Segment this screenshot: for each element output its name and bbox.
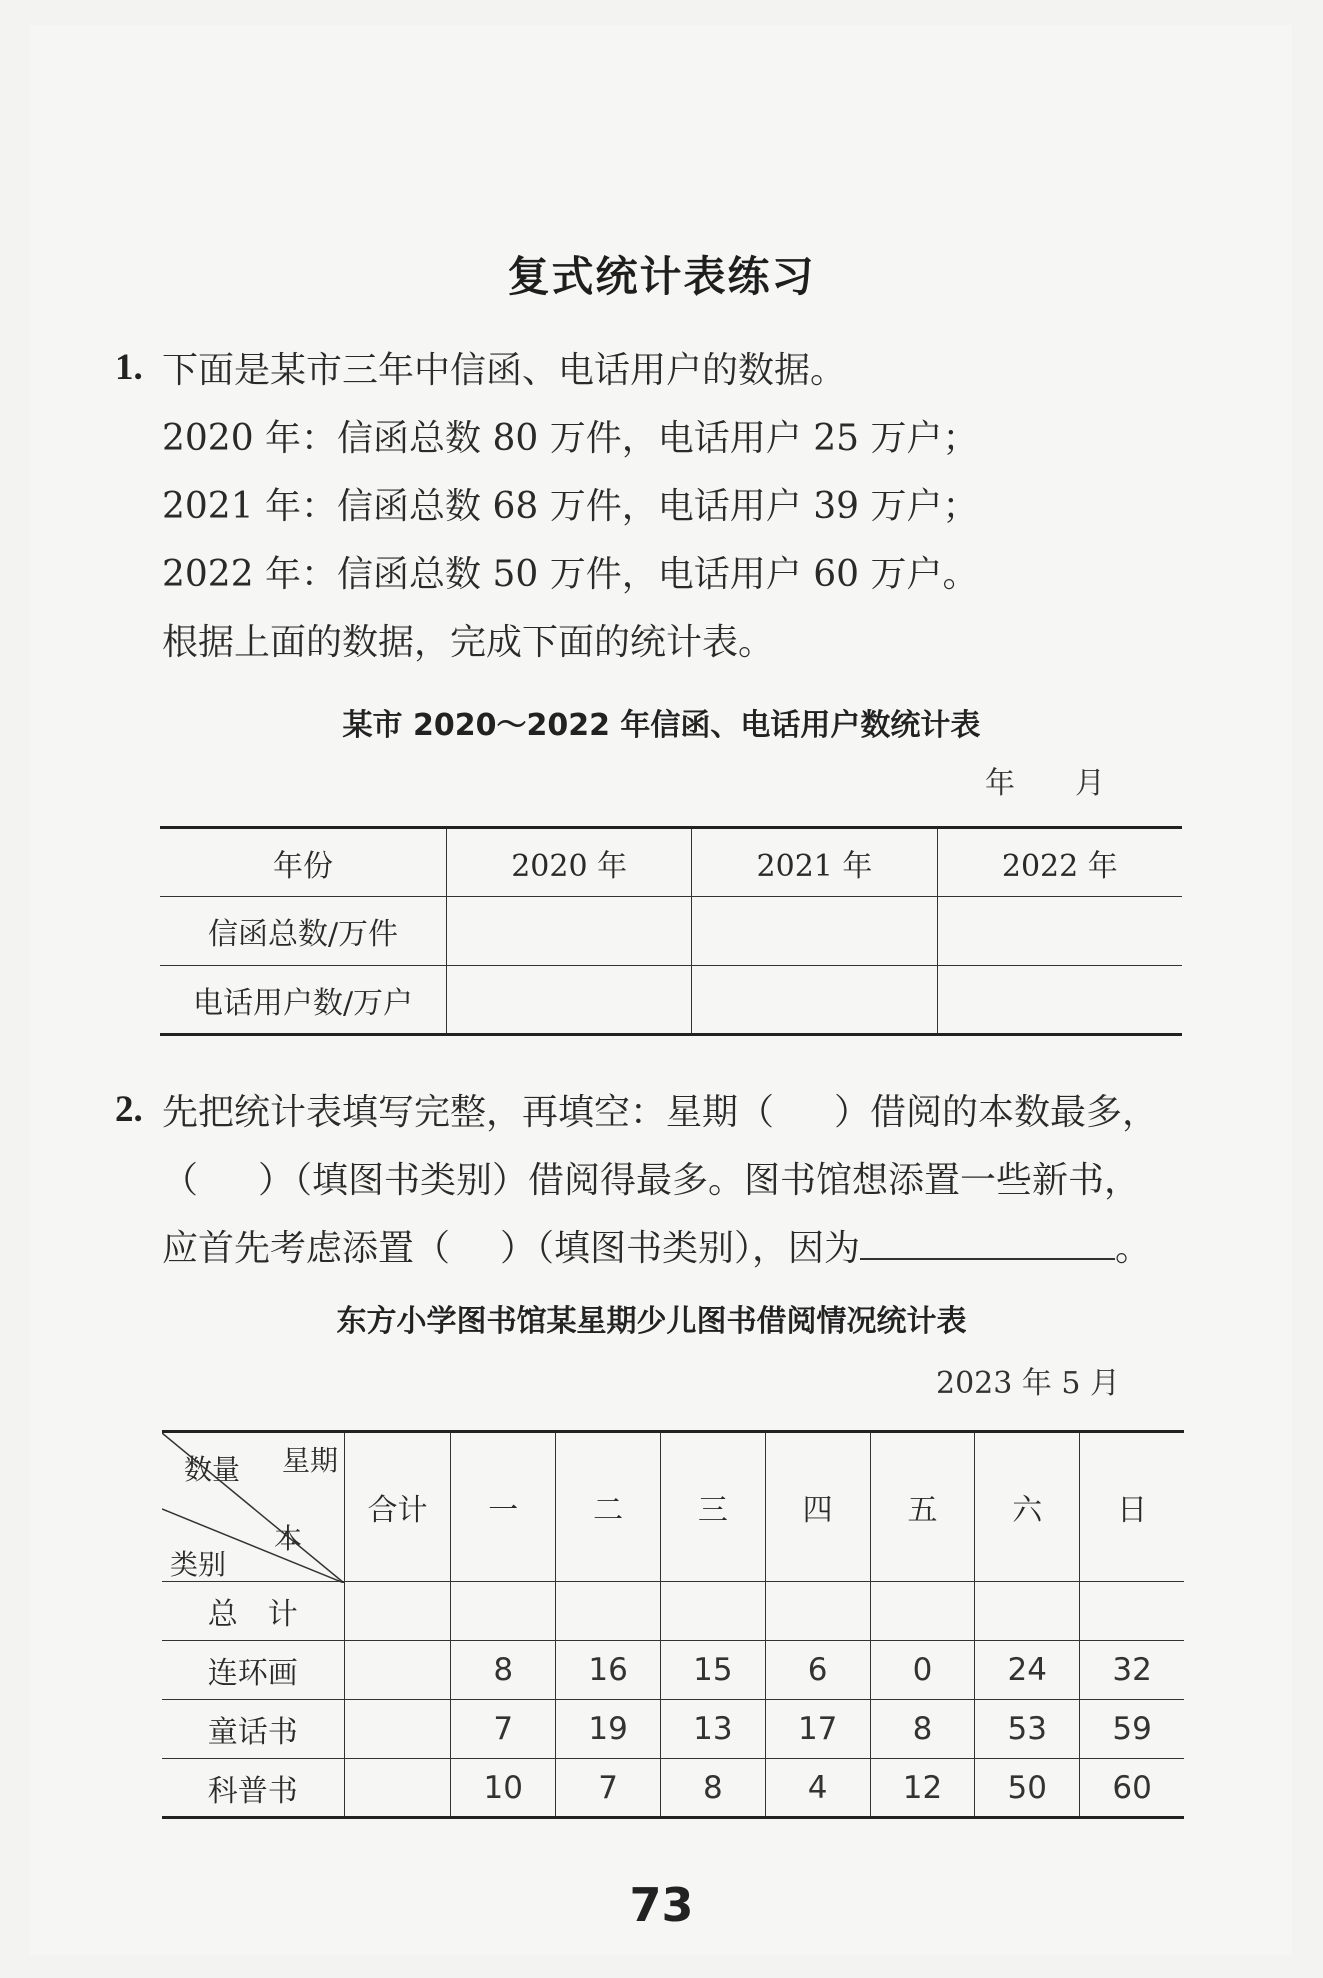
table-2-fill-cell[interactable] (975, 1582, 1080, 1641)
table-2-fill-cell[interactable] (344, 1700, 451, 1759)
corner-label-category: 类别 (170, 1548, 227, 1581)
table-1-header-cell: 2022 年 (937, 828, 1182, 897)
table-1-fill-cell[interactable] (937, 897, 1182, 966)
table-1-fill-cell[interactable] (692, 966, 937, 1035)
question-2-line-3-text-b: ）（填图书类别），因为 (500, 1228, 861, 1269)
table-2-value-cell: 53 (975, 1700, 1080, 1759)
table-2-fill-cell[interactable] (660, 1582, 765, 1641)
question-2-line-2-text-b: ）（填图书类别）借阅得最多。图书馆想添置一些新书， (258, 1160, 1141, 1201)
question-2-line-1 (162, 1084, 1158, 1135)
table-2-header-day: 日 (1080, 1432, 1184, 1582)
table-1-header-cell: 2021 年 (692, 828, 937, 897)
table-2-value-cell: 8 (660, 1759, 765, 1818)
table-2-fill-cell[interactable] (344, 1641, 451, 1700)
table-2-value-cell: 19 (556, 1700, 661, 1759)
question-2-line-3 (162, 1220, 1151, 1271)
table-2-corner-cell (162, 1432, 344, 1582)
table-2-header-day: 二 (556, 1432, 661, 1582)
page-number: 73 (629, 1878, 694, 1932)
table-2-value-cell: 60 (1080, 1759, 1184, 1818)
table-2-value-cell: 13 (660, 1700, 765, 1759)
question-2-line-2-text-a: （ (162, 1160, 199, 1201)
table-2-value-cell: 15 (660, 1641, 765, 1700)
table-1-header-cell: 2020 年 (447, 828, 692, 897)
table-2-row-fairy-tales (162, 1700, 1184, 1759)
table-2-header-day: 一 (451, 1432, 556, 1582)
table-2-value-cell: 4 (765, 1759, 870, 1818)
table-1-header-cell: 年份 (160, 828, 447, 897)
table-2-header-row (162, 1432, 1184, 1582)
question-1-data-line-2021: 2021 年：信函总数 68 万件，电话用户 39 万户； (162, 486, 979, 527)
table-2-fill-cell[interactable] (344, 1759, 451, 1818)
table-2-value-cell: 0 (870, 1641, 975, 1700)
table-2-date: 2023 年 5 月 (936, 1366, 1121, 1401)
table-1-fill-cell[interactable] (447, 966, 692, 1035)
table-1-fill-cell[interactable] (937, 966, 1182, 1035)
table-2-value-cell: 8 (451, 1641, 556, 1700)
table-2-row-total (162, 1582, 1184, 1641)
question-1-instruction: 根据上面的数据，完成下面的统计表。 (162, 622, 775, 663)
table-1-row (160, 897, 1182, 966)
question-1-intro: 下面是某市三年中信函、电话用户的数据。 (162, 350, 847, 391)
table-2-value-cell: 10 (451, 1759, 556, 1818)
table-2-header-total: 合计 (344, 1432, 451, 1582)
table-2-value-cell: 7 (451, 1700, 556, 1759)
table-2-fill-cell[interactable] (344, 1582, 451, 1641)
table-1-title: 某市 2020～2022 年信函、电话用户数统计表 (342, 708, 981, 743)
corner-label-unit: 本 (274, 1522, 303, 1555)
table-2-value-cell: 7 (556, 1759, 661, 1818)
question-2-line-2 (162, 1152, 1140, 1203)
table-2-header-day: 四 (765, 1432, 870, 1582)
table-2-fill-cell[interactable] (870, 1582, 975, 1641)
table-1 (160, 826, 1182, 1036)
table-2-value-cell: 32 (1080, 1641, 1184, 1700)
table-2-header-day: 三 (660, 1432, 765, 1582)
table-2-row-label: 连环画 (162, 1641, 344, 1700)
question-2-line-3-text-a: 应首先考虑添置（ (162, 1228, 451, 1269)
question-2-line-3-text-c: 。 (1115, 1228, 1152, 1269)
table-2 (162, 1430, 1184, 1819)
corner-label-weekday-1: 星期 (282, 1444, 339, 1477)
page-title: 复式统计表练习 (507, 252, 816, 301)
table-1-date: 年 月 (985, 766, 1105, 801)
table-2-row-label: 总 计 (162, 1582, 344, 1641)
table-2-value-cell: 12 (870, 1759, 975, 1818)
question-1-data-line-2022: 2022 年：信函总数 50 万件，电话用户 60 万户。 (162, 554, 979, 595)
table-2-value-cell: 6 (765, 1641, 870, 1700)
table-2-row-label: 童话书 (162, 1700, 344, 1759)
table-2-fill-cell[interactable] (1080, 1582, 1184, 1641)
table-1-row-label: 信函总数/万件 (160, 897, 447, 966)
question-1-number: 1. (115, 347, 143, 388)
table-2-row-science (162, 1759, 1184, 1818)
table-2-header-day: 五 (870, 1432, 975, 1582)
question-2-number: 2. (115, 1089, 143, 1130)
answer-blank-reason[interactable] (860, 1224, 1115, 1260)
corner-label-quantity: 数量 (183, 1453, 240, 1486)
table-2-value-cell: 24 (975, 1641, 1080, 1700)
table-2-fill-cell[interactable] (556, 1582, 661, 1641)
table-2-value-cell: 16 (556, 1641, 661, 1700)
table-1-fill-cell[interactable] (447, 897, 692, 966)
table-1-header-row (160, 828, 1182, 897)
table-2-header-day: 六 (975, 1432, 1080, 1582)
table-2-value-cell: 17 (765, 1700, 870, 1759)
table-2-row-label: 科普书 (162, 1759, 344, 1818)
table-2-title: 东方小学图书馆某星期少儿图书借阅情况统计表 (336, 1304, 967, 1339)
table-1-row-label: 电话用户数/万户 (160, 966, 447, 1035)
question-2-line-1-text-b: ）借阅的本数最多， (834, 1092, 1159, 1133)
question-2-line-1-text-a: 先把统计表填写完整，再填空：星期（ (162, 1092, 775, 1133)
table-1-fill-cell[interactable] (692, 897, 937, 966)
table-1-row (160, 966, 1182, 1035)
table-2-value-cell: 50 (975, 1759, 1080, 1818)
question-1-data-line-2020: 2020 年：信函总数 80 万件，电话用户 25 万户； (162, 418, 979, 459)
table-2-value-cell: 8 (870, 1700, 975, 1759)
table-2-fill-cell[interactable] (451, 1582, 556, 1641)
table-2-fill-cell[interactable] (765, 1582, 870, 1641)
table-2-row-comics (162, 1641, 1184, 1700)
table-2-value-cell: 59 (1080, 1700, 1184, 1759)
